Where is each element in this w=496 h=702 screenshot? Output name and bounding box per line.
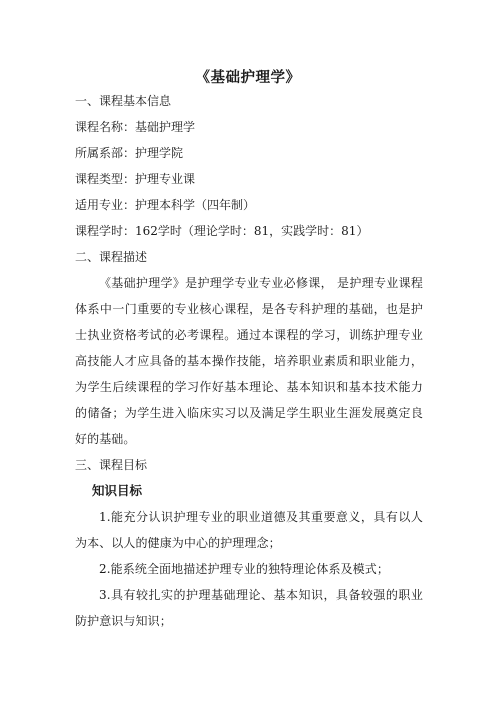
knowledge-goals-heading: 知识目标: [92, 483, 143, 498]
section2-heading: 二、课程描述: [75, 250, 148, 264]
goal-item-2: 2.能系统全面地描述护理专业的独特理论体系及模式；: [99, 562, 389, 576]
course-hours: 课程学时：162学时（理论学时：81，实践学时：81）: [75, 224, 369, 238]
goal-item-3: 3.具有较扎实的护理基础理论、基本知识，具备较强的职业防护意识与知识；: [75, 588, 423, 628]
course-type: 课程类型：护理专业课: [75, 172, 196, 186]
course-description-paragraph: 《基础护理学》是护理学专业专业必修课， 是护理专业课程体系中一门重要的专业核心课程，是各专科护理的基础，也是护士执业资格考试的必考课程。通过本课程的学习，训练护理专业高技能人才应具备的基本操作技能，培养职业素质和职业能力，为学生后续课程的学习作好基本理论、基本知识和基本技术能力的储备；为学生进入临床实习以及满足学生职业生涯发展奠定良好的基础。: [75, 276, 423, 446]
section3-heading: 三、课程目标: [75, 458, 148, 472]
goal-item-1: 1.能充分认识护理专业的职业道德及其重要意义，具有以人为本、以人的健康为中心的护理理念；: [75, 510, 423, 550]
section1-heading: 一、课程基本信息: [75, 94, 172, 108]
course-name: 课程名称：基础护理学: [75, 120, 196, 134]
course-department: 所属系部：护理学院: [75, 146, 184, 160]
course-major: 适用专业：护理本科学（四年制）: [75, 198, 256, 212]
document-title: 《基础护理学》: [195, 70, 301, 86]
